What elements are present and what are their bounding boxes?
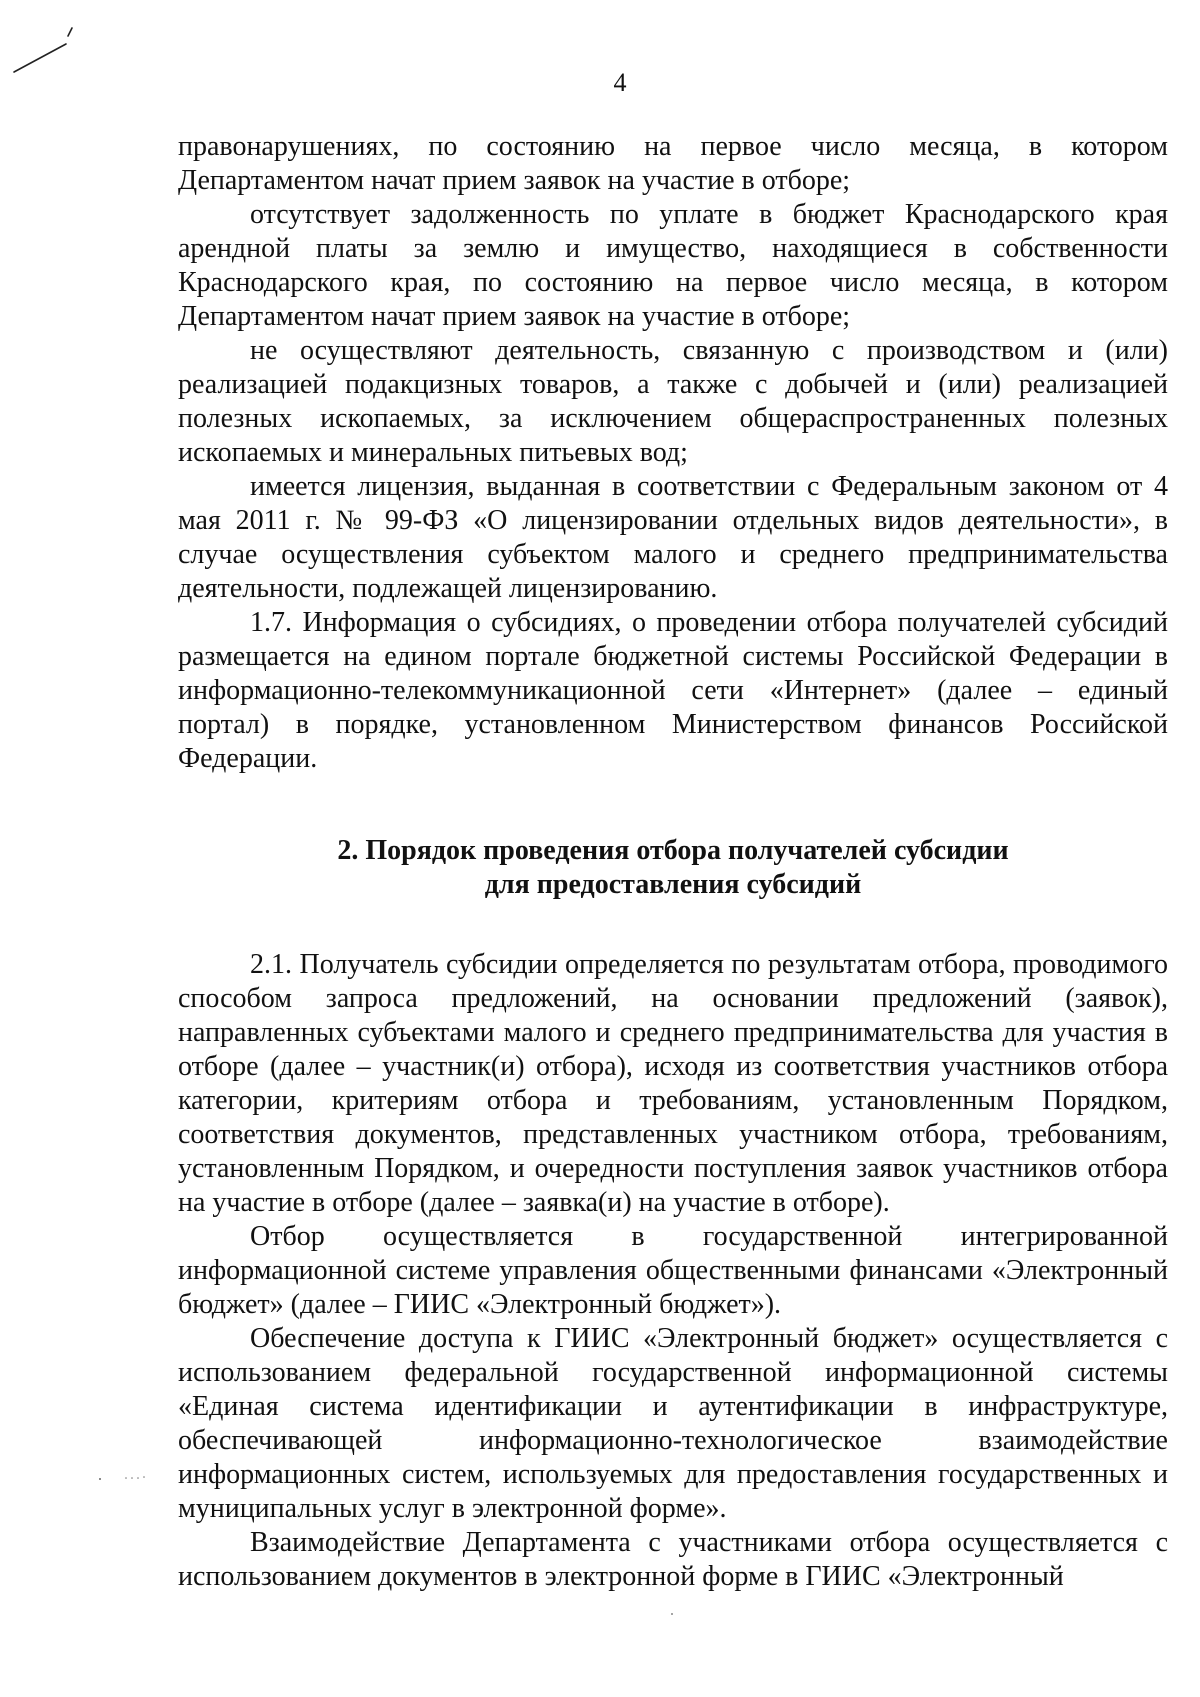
paragraph-no-excise-activity: не осуществляют деятельность, связанную с производством и (или) реализацией подакцизных товаров, а также с добычей и (или) реализацией полезных ископаемых, за исключением общераспространенных полезных ископаемых и минеральных питьевых вод;: [178, 335, 1168, 468]
paragraph-1-7-information: 1.7. Информация о субсидиях, о проведении отбора получателей субсидий размещается на едином портале бюджетной системы Российской Федерации в информационно-телекоммуникационной сети «Интернет» (далее – единый портал) в порядке, установленном Министерством финансов Российской Федерации.: [178, 607, 1168, 774]
paragraph-offenses-status: правонарушениях, по состоянию на первое число месяца, в котором Департаментом начат прием заявок на участие в отборе;: [178, 131, 1168, 196]
section-spacer: [178, 902, 1168, 948]
scan-speck: [96, 1474, 166, 1482]
scan-speck: [668, 1610, 676, 1618]
page-number: 4: [613, 68, 627, 97]
paragraph-interaction: Взаимодействие Департамента с участниками отбора осуществляется с использованием документов в электронной форме в ГИИС «Электронный: [178, 1527, 1168, 1592]
paragraph-selection-system: Отбор осуществляется в государственной интегрированной информационной системе управления общественными финансами «Электронный бюджет» (далее – ГИИС «Электронный бюджет»).: [178, 1221, 1168, 1320]
section-heading-line-1: 2. Порядок проведения отбора получателей субсидии: [337, 835, 1009, 866]
paragraph-access-provision: Обеспечение доступа к ГИИС «Электронный бюджет» осуществляется с использованием федеральной государственной информационной системы «Единая система идентификации и аутентификации в инфраструктуре, обеспечивающей информационно-технологическое взаимодействие информационных систем, используемых для предоставления государственных и муниципальных услуг в электронной форме».: [178, 1323, 1168, 1524]
pen-stroke-mark: [10, 14, 80, 74]
paragraph-no-rent-debt: отсутствует задолженность по уплате в бюджет Краснодарского края арендной платы за землю и имущество, находящиеся в собственности Краснодарского края, по состоянию на первое число месяца, в котором Департаментом начат прием заявок на участие в отборе;: [178, 199, 1168, 332]
paragraph-2-1-recipient: 2.1. Получатель субсидии определяется по результатам отбора, проводимого способом запроса предложений, на основании предложений (заявок), направленных субъектами малого и среднего предпринимательства для участия в отборе (далее – участник(и) отбора), исходя из соответствия участников отбора категории, критериям отбора и требованиям, установленным Порядком, соответствия документов, представленных участником отбора, требованиям, установленным Порядком, и очередности поступления заявок участников отбора на участие в отборе (далее – заявка(и) на участие в отборе).: [178, 949, 1168, 1218]
section-heading-line-2: для предоставления субсидий: [484, 869, 862, 900]
paragraph-license: имеется лицензия, выданная в соответствии с Федеральным законом от 4 мая 2011 г. № 99-ФЗ «О лицензировании отдельных видов деятельности», в случае осуществления субъектом малого и среднего предпринимательства деятельности, подлежащей лицензированию.: [178, 471, 1168, 604]
section-heading: [178, 834, 1168, 902]
document-body: [178, 130, 1168, 1594]
